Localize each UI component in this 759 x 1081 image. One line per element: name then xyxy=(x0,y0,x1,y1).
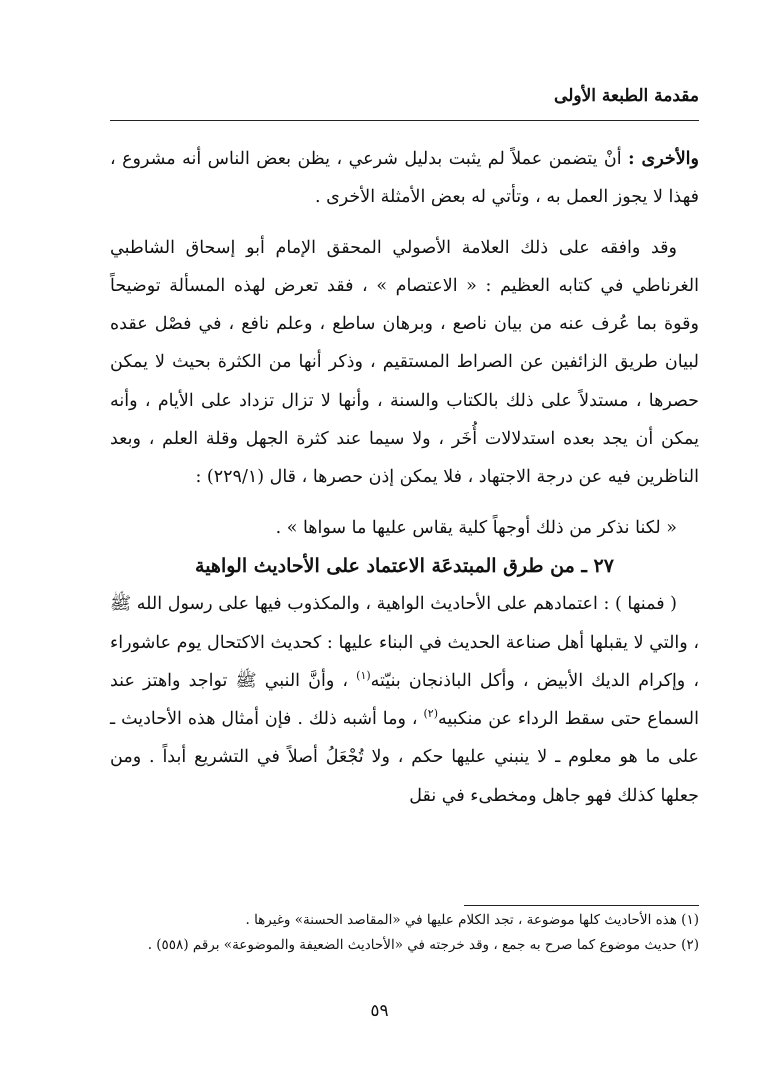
paragraph-1-text: أنْ يتضمن عملاً لم يثبت بدليل شرعي ، يظن بعض الناس أنه مشروع ، فهذا لا يجوز العمل به ، وتأتي له بعض الأمثلة الأخرى . xyxy=(110,149,699,208)
paragraph-2: وقد وافقه على ذلك العلامة الأصولي المحقق الإمام أبو إسحاق الشاطبي الغرناطي في كتابه العظيم : « الاعتصام » ، فقد تعرض لهذه المسألة توضيحاً وقوة بما عُرف عنه من بيان ناصع ، وبرهان ساطع ، وعلم نافع ، في فصْل عقده لبيان طريق الزائفين عن الصراط المستقيم ، وذكر أنها من الكثرة بحيث لا يمكن حصرها ، مستدلاً على ذلك بالكتاب والسنة ، وأنها لا تزال تزداد على الأيام ، وأنه يمكن أن يجد بعده استدلالات أُخَر ، ولا سيما عند كثرة الجهل وقلة العلم ، وبعد الناظرين فيه عن درجة الاجتهاد ، فلا يمكن إذن حصرها ، قال (٢٢٩/١) : xyxy=(110,237,699,488)
header-rule xyxy=(110,120,699,121)
paragraph-lead: والأخرى : xyxy=(628,149,699,169)
quoted-passage: « لكنا نذكر من ذلك أوجهاً كلية يقاس عليها ما سواها » . xyxy=(275,517,677,538)
footnote-2: (٢) حديث موضوع كما صرح به جمع ، وقد خرجته في «الأحاديث الضعيفة والموضوعة» برقم (٥٥٨) . xyxy=(147,937,699,953)
footnote-rule xyxy=(464,905,699,906)
page-number: ٥٩ xyxy=(370,1001,389,1021)
footnote-ref-1[interactable]: (١) xyxy=(356,669,371,683)
paragraph-1 xyxy=(110,140,699,217)
paragraph-3 xyxy=(110,585,699,815)
paragraph-3-part-1: ( فمنها ) : اعتمادهم على الأحاديث الواهية ، والمكذوب فيها على رسول الله ﷺ ، والتي لا يقبلها أهل صناعة الحديث في البناء عليها : كحديث الاكتحال يوم عاشوراء ، وإكرام الديك الأبيض ، وأكل الباذنجان بنيّته xyxy=(110,594,699,691)
footnote-1: (١) هذه الأحاديث كلها موضوعة ، تجد الكلام عليها في «المقاصد الحسنة» وغيرها . xyxy=(245,912,699,928)
section-heading: ٢٧ ـ من طرق المبتدعَة الاعتماد على الأحاديث الواهية xyxy=(195,554,614,577)
footnotes xyxy=(110,908,699,958)
paragraph-3-part-2: ، وأنَّ النبي ﷺ تواجد واهتز عند السماع حتى سقط الرداء عن منكبيه xyxy=(110,670,699,730)
footnote-ref-2[interactable]: (٢) xyxy=(423,707,439,721)
running-header: مقدمة الطبعة الأولى xyxy=(554,86,699,106)
body-text xyxy=(110,140,699,815)
paragraph-3-part-3: ، وما أشبه ذلك . فإن أمثال هذه الأحاديث ـ على ما هو معلوم ـ لا ينبني عليها حكم ، ولا تُجْعَلُ أصلاً في التشريع أبداً . ومن جعلها كذلك فهو جاهل ومخطىء في نقل xyxy=(110,709,699,806)
